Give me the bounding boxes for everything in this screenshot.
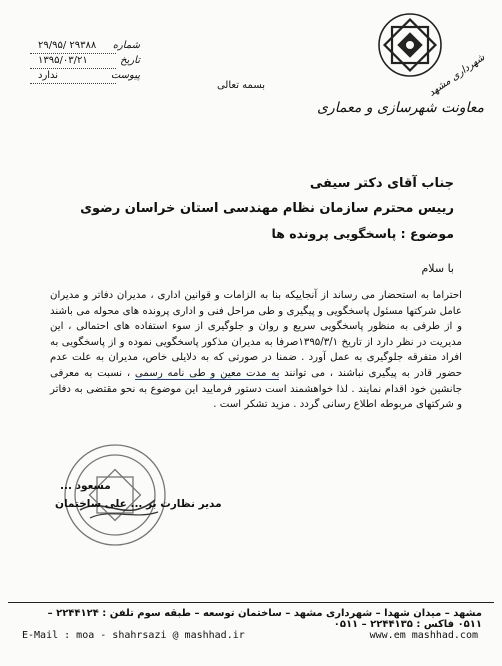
- letter-attachment-label: پیوست: [110, 70, 140, 81]
- signatory-name: مسعود ...: [60, 480, 111, 492]
- signatory-title: مدیر نظارت بر ... علی ساختمان: [55, 498, 222, 510]
- official-stamp: [60, 440, 170, 550]
- letter-meta: [30, 40, 140, 85]
- letter-number-value: ۲۹/۹۵/ ۲۹۳۸۸: [38, 40, 97, 51]
- body-part-1: احتراما به استحضار می رساند از آنجاییکه بنا به الزامات و قوانین اداری ، مدیران دفاتر و مدیران عامل شرکتها مسئول پاسخگویی و پیگیری و طی مراحل فنی و اداری پرونده های محوله می باشند و از طرفی به منظور پاسخگویی سریع و روان و جلوگیری از سوء استفاده های احتمالی ، این مدیریت در نظر دارد از تاریخ ۱۳۹۵/۳/۱صرفا به مدیران مذکور پاسخگویی نموده و از پاسخگویی به افراد متفرقه جلوگیری به عمل آورد . ضمنا در صورتی که به دلایلی خاص، مدیران به علت عدم حضور قادر به پیگیری نباشند ، می توانند: [50, 290, 462, 379]
- footer-email: E-Mail : moa - shahrsazi @ mashhad.ir: [22, 630, 245, 641]
- org-name-small: شهرداری مشهد: [427, 52, 488, 99]
- letter-number-label: شماره: [112, 40, 140, 51]
- letter-date-row: [30, 55, 140, 70]
- letter-number-row: [30, 40, 140, 55]
- greeting: با سلام: [421, 262, 454, 275]
- letter-date-value: ۱۳۹۵/۰۳/۲۱: [38, 55, 88, 66]
- recipient-title: رییس محترم سازمان نظام مهندسی استان خراسان رضوی: [80, 201, 454, 216]
- letter-attachment-row: [30, 70, 140, 85]
- recipient-name: جناب آقای دکتر سیفی: [309, 176, 454, 191]
- body-underlined: به مدت معین و طی نامه رسمی: [134, 367, 280, 379]
- body-part-2: ، نسبت به معرفی جانشین خود اقدام نمایند . لذا خواهشمند است دستور فرمایید این موضوع به نحو مقتضی به دفاتر و شرکتهای مربوطه اطلاع رسانی گردد . مزید تشکر است .: [50, 367, 462, 411]
- letter-body: [50, 288, 462, 413]
- footer-divider: [8, 602, 494, 603]
- footer-address: مشهد – میدان شهدا – شهرداری مشهد – ساختمان توسعه – طبقه سوم تلفن : ۲۲۴۴۱۲۴ – ۰۵۱۱ فاکس : ۲۲۴۴۱۳۵ – ۰۵۱۱: [47, 608, 482, 630]
- letter-date-label: تاریخ: [120, 55, 140, 66]
- bismillah: بسمه تعالی: [216, 80, 266, 91]
- org-caption: معاونت شهرسازی و معماری: [317, 100, 484, 116]
- footer-website: www.em mashhad.com: [369, 630, 478, 641]
- letter-subject: موضوع : پاسخگویی پرونده ها: [271, 226, 454, 241]
- municipality-logo: [375, 10, 445, 80]
- letter-attachment-value: ندارد: [38, 70, 59, 81]
